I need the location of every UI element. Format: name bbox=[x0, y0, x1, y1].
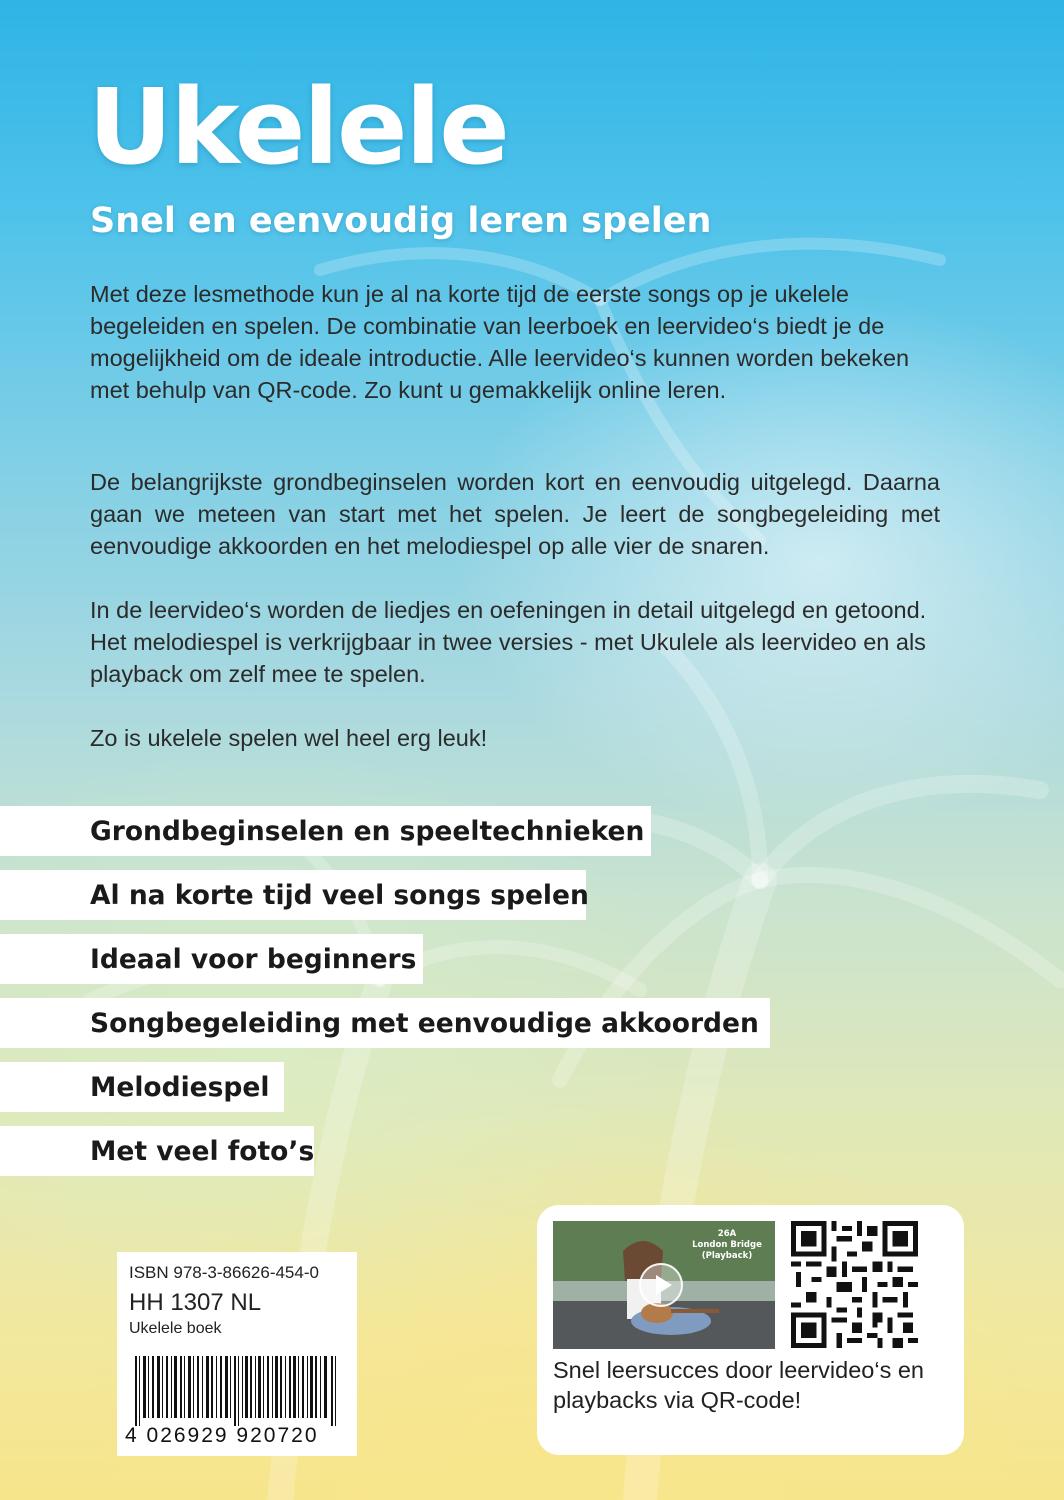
barcode-icon bbox=[127, 1356, 347, 1426]
description-paragraph: Zo is ukelele spelen wel heel erg leuk! bbox=[90, 725, 488, 751]
description-paragraph: De belangrijkste grondbeginselen worden kort en eenvoudig uitgelegd. Daarna gaan we meteen van start met het spelen. Je leert de songbegeleiding met eenvoudige akkoorden en het melodiespel op alle vier de snaren. bbox=[90, 469, 940, 559]
video-thumbnail[interactable] bbox=[553, 1221, 775, 1349]
book-subtitle: Snel en eenvoudig leren spelen bbox=[90, 201, 712, 241]
feature-banner: Al na korte tijd veel songs spelen bbox=[0, 870, 586, 920]
qr-caption: Snel leersucces door leervideo‘s en playbacks via QR-code! bbox=[553, 1357, 924, 1413]
feature-banner: Songbegeleiding met eenvoudige akkoorden bbox=[0, 998, 770, 1048]
description-paragraph: Met deze lesmethode kun je al na korte tijd de eerste songs op je ukelele begeleiden en spelen. De combinatie van leerboek en leervideo‘s biedt je de mogelijkheid om de ideale introductie. Alle leervideo‘s kunnen worden bekeken met behulp van QR-code. Zo kunt u gemakkelijk online leren. bbox=[90, 281, 910, 403]
qr-code-icon[interactable] bbox=[791, 1221, 918, 1348]
description-paragraph: In de leervideo‘s worden de liedjes en oefeningen in detail uitgelegd en getoond. Het melodiespel is verkrijgbaar in twee versies - met Ukulele als leervideo en als playback om zelf mee te spelen. bbox=[90, 597, 927, 687]
feature-banner: Ideaal voor beginners bbox=[0, 934, 423, 984]
book-title: Ukelele bbox=[88, 66, 508, 188]
feature-banner: Met veel foto’s bbox=[0, 1126, 314, 1176]
qr-video-card bbox=[537, 1205, 964, 1455]
isbn-barcode-box bbox=[117, 1252, 357, 1456]
video-title: London Bridge bbox=[692, 1240, 762, 1250]
feature-banner: Melodiespel bbox=[0, 1062, 284, 1112]
barcode-digits: 4 026929 920720 bbox=[125, 1424, 319, 1447]
feature-banner: Grondbeginselen en speeltechnieken bbox=[0, 806, 651, 856]
video-number: 26A bbox=[717, 1229, 737, 1239]
isbn-number: ISBN 978-3-86626-454-0 bbox=[129, 1263, 319, 1282]
play-icon[interactable] bbox=[639, 1263, 683, 1307]
product-code: HH 1307 NL bbox=[129, 1289, 262, 1316]
video-title-overlay bbox=[683, 1229, 771, 1262]
video-subtitle: (Playback) bbox=[701, 1251, 753, 1261]
product-label: Ukelele boek bbox=[129, 1320, 222, 1337]
